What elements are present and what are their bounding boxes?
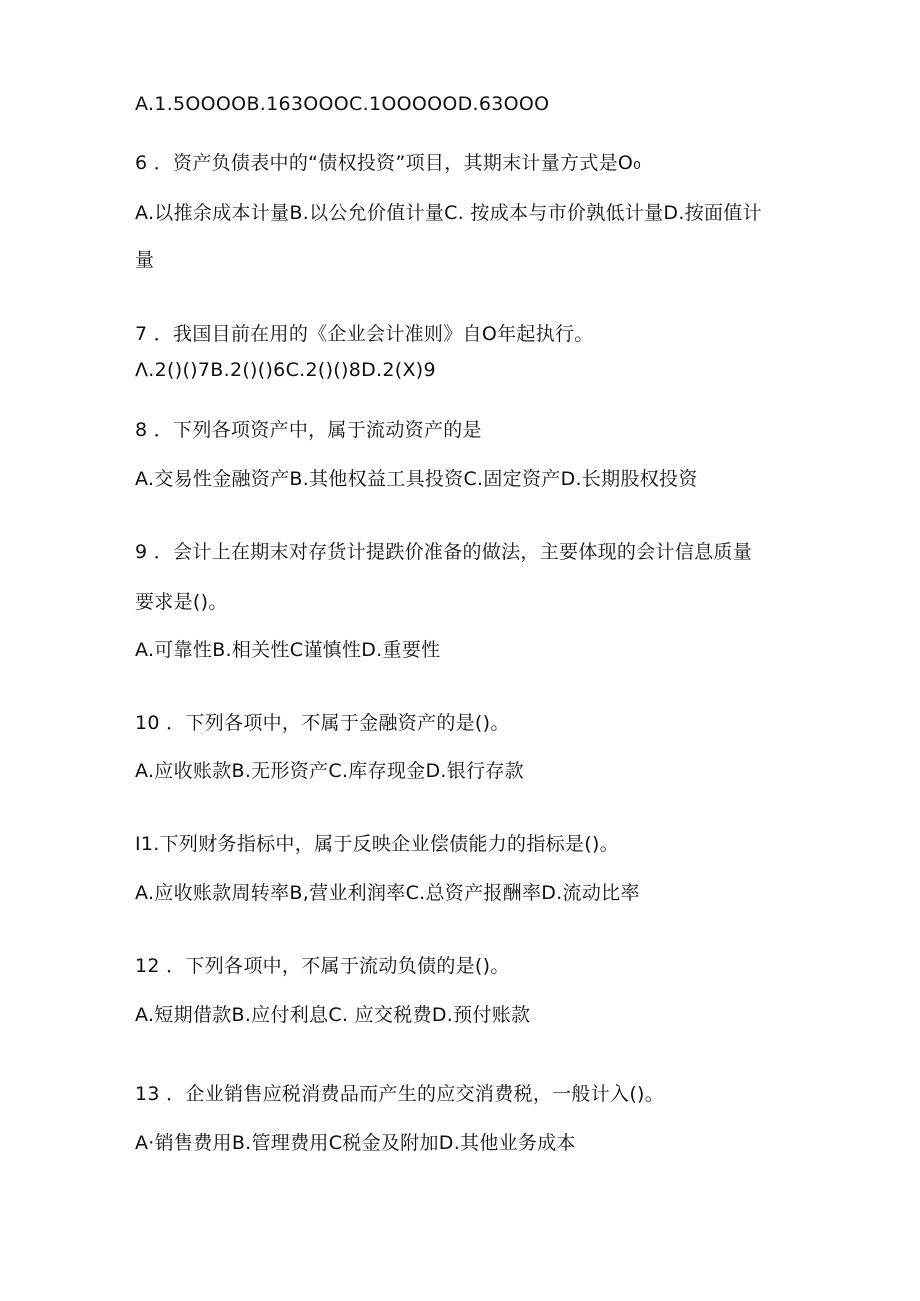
options-q6-cont: 量 — [135, 249, 155, 271]
question-11: I1.下列财务指标中，属于反映企业偿债能力的指标是()。 — [135, 833, 619, 855]
options-q9: A.可靠性B.相关性C谨慎性D.重要性 — [135, 639, 441, 661]
question-12: 12 ．下列各项中，不属于流动负债的是()。 — [135, 955, 510, 977]
options-q6: A.以推余成本计量B.以公允价值计量C. 按成本与市价孰低计量D.按面值计 — [135, 202, 762, 224]
question-9-cont: 要求是()。 — [135, 591, 228, 613]
options-q13: A·销售费用B.管理费用C税金及附加D.其他业务成本 — [135, 1132, 576, 1154]
options-q7: Λ.2()()7B.2()()6C.2()()8D.2(X)9 — [135, 359, 436, 381]
question-13: 13 ．企业销售应税消费品而产生的应交消费税，一般计入()。 — [135, 1083, 665, 1105]
options-q8: A.交易性金融资产B.其他权益工具投资C.固定资产D.长期股权投资 — [135, 468, 698, 490]
question-9: 9 ．会计上在期末对存货计提跌价准备的做法，主要体现的会计信息质量 — [135, 541, 753, 563]
question-10: 10 ．下列各项中，不属于金融资产的是()。 — [135, 712, 510, 734]
options-q10: A.应收账款B.无形资产C.库存现金D.银行存款 — [135, 760, 524, 782]
question-6: 6 ．资产负债表中的“债权投资”项目，其期末计量方式是O₀ — [135, 152, 642, 174]
options-q12: A.短期借款B.应付利息C. 应交税费D.预付账款 — [135, 1004, 531, 1026]
options-q5: A.1.5OOOOB.163OOOC.1OOOOOD.63OOO — [135, 93, 550, 115]
question-7: 7 ．我国目前在用的《企业会计准则》自O年起执行。 — [135, 323, 594, 345]
options-q11: A.应收账款周转率B,营业利润率C.总资产报酬率D.流动比率 — [135, 882, 640, 904]
question-8: 8 ．下列各项资产中，属于流动资产的是 — [135, 419, 482, 441]
